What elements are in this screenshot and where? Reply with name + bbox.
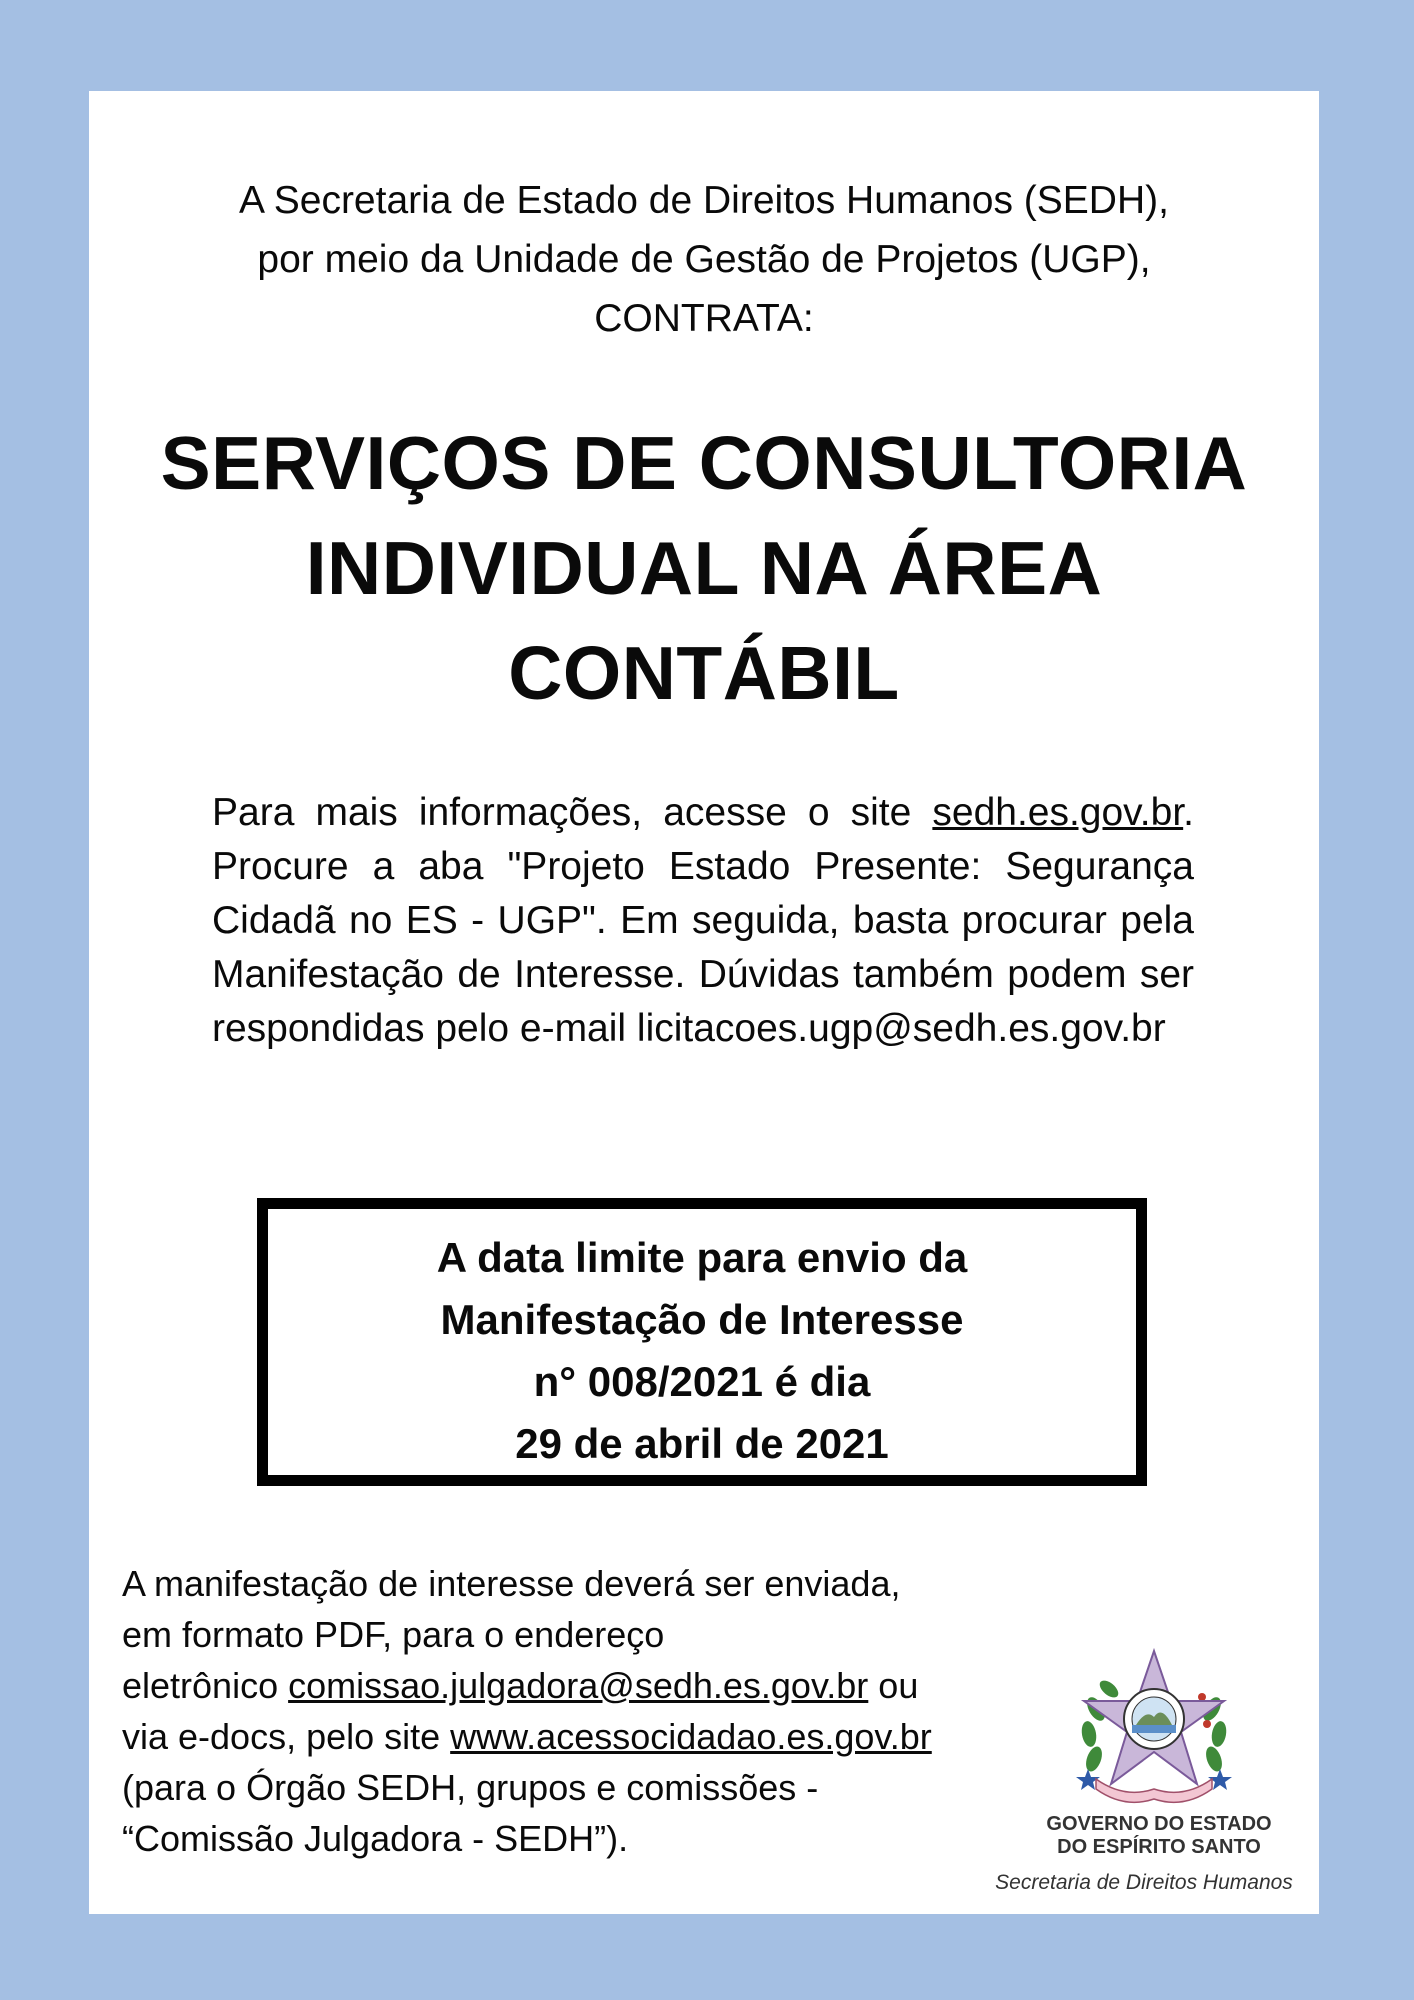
info-text: . Procure a aba "Projeto Estado Presente: Segurança Cidadã no ES - UGP". Em seguida, basta procurar pela Manifestação de Interesse. Dúvidas também podem ser respondidas pelo e-mail licitacoes.ugp@sedh.es.gov.br — [212, 791, 1194, 1050]
intro-line: CONTRATA: — [594, 297, 814, 340]
info-paragraph — [212, 786, 1194, 1056]
org-line: DO ESPÍRITO SANTO — [1057, 1836, 1261, 1858]
state-coat-of-arms-icon — [1074, 1639, 1234, 1809]
submission-line — [122, 1660, 942, 1711]
intro-line: por meio da Unidade de Gestão de Projetos (UGP), — [257, 238, 1151, 281]
deadline-line: n° 008/2021 é dia — [533, 1358, 871, 1405]
deadline-date: 29 de abril de 2021 — [515, 1420, 889, 1467]
deadline-line: A data limite para envio da — [436, 1234, 968, 1281]
submission-line: (para o Órgão SEDH, grupos e comissões - — [122, 1767, 819, 1808]
poster-page — [89, 91, 1319, 1914]
deadline-line: Manifestação de Interesse — [440, 1296, 964, 1343]
submission-line: “Comissão Julgadora - SEDH”). — [122, 1818, 629, 1859]
submission-line: em formato PDF, para o endereço — [122, 1614, 665, 1655]
website-link[interactable]: www.acessocidadao.es.gov.br — [450, 1716, 932, 1757]
site-link[interactable]: sedh.es.gov.br — [932, 791, 1184, 834]
intro-paragraph — [89, 171, 1319, 348]
department-name: Secretaria de Direitos Humanos — [995, 1871, 1293, 1894]
submission-text: eletrônico — [122, 1665, 289, 1706]
service-headline — [89, 411, 1319, 726]
info-text: Para mais informações, acesse o site — [212, 791, 933, 834]
deadline-box — [257, 1198, 1147, 1486]
laurel-branch-icon — [1080, 1677, 1121, 1773]
headline-line: INDIVIDUAL NA ÁREA — [305, 526, 1103, 610]
email-link[interactable]: comissao.julgadora@sedh.es.gov.br — [288, 1665, 869, 1706]
submission-line — [122, 1711, 942, 1762]
submission-text: ou — [868, 1665, 919, 1706]
headline-line: CONTÁBIL — [508, 631, 900, 715]
org-line: GOVERNO DO ESTADO — [1046, 1813, 1272, 1835]
submission-paragraph — [122, 1558, 942, 1864]
headline-line: SERVIÇOS DE CONSULTORIA — [160, 421, 1248, 505]
intro-line: A Secretaria de Estado de Direitos Humanos (SEDH), — [239, 179, 1169, 222]
government-name — [989, 1813, 1329, 1859]
submission-text: via e-docs, pelo site — [122, 1716, 451, 1757]
submission-line: A manifestação de interesse deverá ser enviada, — [122, 1563, 901, 1604]
